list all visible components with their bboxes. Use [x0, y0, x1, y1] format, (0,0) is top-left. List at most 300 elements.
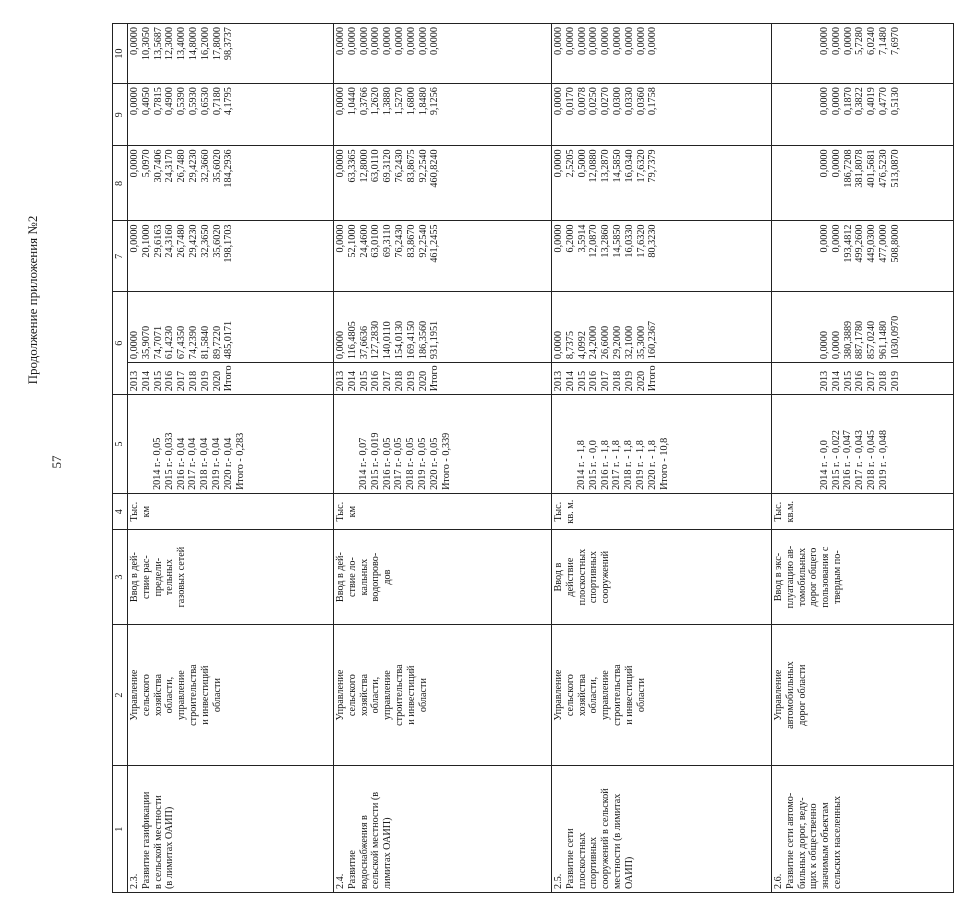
- targets-line: 2019 г.- 0,04: [210, 437, 222, 490]
- funding-total-line: 116,4805: [346, 321, 358, 360]
- executor-line: дорог области: [796, 664, 808, 726]
- years-line: 2014: [140, 370, 152, 392]
- funding-federal-line: 14,5850: [611, 224, 623, 258]
- indicator-line: газовых сетей: [176, 546, 188, 608]
- funding-regional-line: 2,5205: [564, 149, 576, 178]
- funding-other-line: 0,0000: [623, 27, 635, 56]
- targets-line: 2015 г. - 0,022: [830, 430, 842, 490]
- unit-line: км: [346, 505, 358, 518]
- program-name-cell: [772, 766, 954, 893]
- funding-federal-line: 17,6320: [635, 224, 647, 258]
- funding-other-cell: [128, 24, 334, 84]
- targets-line: 2018 г.- 0,04: [199, 437, 211, 490]
- funding-regional-cell: [552, 146, 772, 221]
- funding-federal-line: 24,3160: [164, 224, 176, 258]
- unit-line: кв.м.: [784, 501, 796, 523]
- indicator-line: водопрово-: [370, 552, 382, 602]
- indicator-line: ствие ло-: [346, 557, 358, 598]
- funding-local-line: 0,5130: [889, 87, 901, 116]
- funding-regional-line: 381,8078: [854, 149, 866, 188]
- funding-local-line: 0,1870: [842, 87, 854, 116]
- funding-federal-line: 63,0100: [370, 224, 382, 258]
- years-line: 2014: [830, 370, 842, 392]
- executor-line: управление: [382, 670, 394, 721]
- executor-line: сельского: [346, 674, 358, 717]
- funding-other-line: 0,0000: [370, 27, 382, 56]
- indicator-line: дорог общего: [808, 547, 820, 607]
- program-name-cell: [552, 766, 772, 893]
- targets-line: 2015 г.- 0,019: [369, 432, 381, 490]
- funding-regional-line: 32,3660: [199, 149, 211, 183]
- funding-regional-line: 186,7208: [842, 149, 854, 188]
- unit-line: Тыс.: [773, 501, 784, 522]
- funding-regional-line: 0,0000: [553, 149, 564, 178]
- funding-federal-line: 6,2000: [564, 224, 576, 253]
- funding-total-line: 81,5840: [199, 325, 211, 360]
- funding-federal-line: 198,1703: [223, 224, 235, 263]
- years-cell: [334, 363, 552, 395]
- funding-local-line: 0,0078: [576, 87, 588, 116]
- years-line: 2019: [889, 370, 901, 392]
- table-row: [334, 24, 552, 893]
- targets-line: 2018 г. - 1,8: [623, 440, 635, 490]
- years-line: 2017: [382, 370, 394, 392]
- targets-cell: [334, 395, 552, 494]
- targets-line: 2018 г. - 0,045: [865, 430, 877, 490]
- unit-line: кв. м.: [564, 499, 576, 524]
- program-name-line: щих к общественно: [808, 803, 820, 889]
- funding-total-line: 0,0000: [830, 331, 842, 360]
- funding-total-cell: [552, 292, 772, 363]
- program-name-line: бильных дорог, веду-: [796, 797, 808, 889]
- unit-line: Тыс.: [129, 501, 140, 522]
- funding-local-line: 0,4900: [164, 87, 176, 116]
- funding-other-line: 0,0000: [564, 27, 576, 56]
- years-line: 2016: [370, 370, 382, 392]
- targets-line: [807, 398, 819, 490]
- funding-federal-line: 24,4600: [358, 224, 370, 258]
- page-number: 57: [49, 455, 64, 469]
- funding-other-cell: [552, 24, 772, 84]
- funding-other-line: 0,0000: [429, 27, 441, 56]
- executor-cell: [552, 624, 772, 766]
- funding-local-line: 0,0300: [611, 87, 623, 116]
- funding-regional-line: 0,0000: [830, 149, 842, 178]
- executor-line: автомобильных: [784, 661, 796, 729]
- funding-federal-cell: [772, 221, 954, 292]
- funding-total-line: 74,7071: [152, 325, 164, 360]
- funding-regional-line: 12,8000: [358, 149, 370, 183]
- years-line: 2016: [164, 370, 176, 392]
- funding-other-line: 5,7280: [854, 27, 866, 56]
- funding-local-line: 1,8480: [417, 87, 429, 116]
- item-number: 2.6.: [773, 873, 784, 889]
- funding-regional-line: 24,3170: [164, 149, 176, 183]
- funding-other-line: 0,0000: [382, 27, 394, 56]
- funding-local-line: 0,0000: [553, 87, 564, 116]
- appendix-table: [112, 23, 901, 893]
- unit-cell: [772, 493, 954, 529]
- indicator-line: кальных: [358, 558, 370, 596]
- funding-total-line: 24,2000: [588, 325, 600, 360]
- indicator-line: Ввод в дей-: [129, 552, 140, 603]
- years-line: Итого: [429, 365, 441, 392]
- years-line: 2014: [564, 370, 576, 392]
- executor-line: Управление: [553, 669, 564, 721]
- funding-total-line: 37,6636: [358, 325, 370, 360]
- funding-local-line: 0,3822: [854, 87, 866, 116]
- funding-federal-line: 499,2600: [854, 224, 866, 263]
- unit-line: Тыс.: [335, 501, 346, 522]
- years-line: 2013: [819, 370, 830, 392]
- program-name-line: Развитие сети: [564, 828, 576, 889]
- funding-total-line: 61,4230: [164, 325, 176, 360]
- targets-line: Итого - 0,339: [440, 432, 452, 490]
- funding-other-line: 10,3050: [140, 27, 152, 61]
- targets-line: 2016 г. - 1,8: [599, 440, 611, 490]
- program-name-line: спортивных: [588, 836, 600, 889]
- years-line: 2013: [335, 370, 346, 392]
- funding-regional-line: 29,4230: [187, 149, 199, 183]
- program-name-line: сельских населенных: [831, 795, 843, 889]
- funding-other-line: 16,2000: [199, 27, 211, 61]
- executor-line: хозяйства: [576, 674, 588, 717]
- funding-other-line: 0,0000: [819, 27, 830, 56]
- funding-other-line: 14,8000: [187, 27, 199, 61]
- program-table: [112, 23, 954, 893]
- targets-line: 2017 г. - 0,043: [854, 430, 866, 490]
- funding-federal-line: 69,3110: [382, 224, 394, 258]
- indicator-cell: [334, 530, 552, 624]
- funding-federal-cell: [128, 221, 334, 292]
- funding-federal-line: 0,0000: [335, 224, 346, 253]
- funding-federal-line: 35,6020: [211, 224, 223, 258]
- funding-regional-line: 17,6320: [635, 149, 647, 183]
- header-cell: 10: [113, 24, 128, 84]
- funding-total-line: 89,7220: [211, 325, 223, 360]
- funding-regional-line: 0,0000: [335, 149, 346, 178]
- item-number: 2.4.: [335, 873, 346, 889]
- funding-regional-line: 5,0970: [140, 149, 152, 178]
- executor-line: строительства: [393, 664, 405, 726]
- unit-cell: [552, 493, 772, 529]
- years-line: 2018: [393, 370, 405, 392]
- indicator-line: действие: [564, 557, 576, 597]
- funding-total-line: 154,0130: [393, 320, 405, 360]
- executor-line: области,: [370, 676, 382, 714]
- targets-line: 2015 г. - 0,0: [587, 440, 599, 490]
- executor-line: и инвестиций: [199, 665, 211, 725]
- funding-other-line: 7,1480: [877, 27, 889, 56]
- years-cell: [772, 363, 954, 395]
- years-cell: [128, 363, 334, 395]
- years-line: 2015: [358, 370, 370, 392]
- indicator-cell: [128, 530, 334, 624]
- indicator-line: тельных: [164, 559, 176, 596]
- header-cell: 1: [113, 766, 128, 893]
- indicator-line: Ввод в дей-: [335, 552, 346, 603]
- executor-line: и инвестиций: [405, 665, 417, 725]
- targets-line: 2014 г.- 0,05: [152, 437, 163, 490]
- funding-regional-line: 14,5850: [611, 149, 623, 183]
- years-line: 2018: [611, 370, 623, 392]
- targets-line: 2019 г. - 0,048: [877, 430, 889, 490]
- years-line: Итого: [647, 365, 659, 392]
- program-name-line: в сельской местности: [152, 795, 164, 889]
- executor-line: области: [635, 678, 647, 713]
- funding-total-cell: [128, 292, 334, 363]
- funding-federal-line: 32,3650: [199, 224, 211, 258]
- indicator-line: томобильных: [796, 547, 808, 607]
- funding-total-line: 74,2390: [187, 325, 199, 360]
- funding-other-line: 0,0000: [405, 27, 417, 56]
- executor-line: хозяйства: [358, 674, 370, 717]
- funding-other-line: 12,3000: [164, 27, 176, 61]
- funding-other-line: 13,4000: [176, 27, 188, 61]
- funding-regional-line: 26,7480: [176, 149, 188, 183]
- targets-cell: [552, 395, 772, 494]
- years-line: 2019: [199, 370, 211, 392]
- funding-local-line: 9,1256: [429, 87, 441, 116]
- funding-local-line: 1,2620: [370, 87, 382, 116]
- indicator-line: Ввод в экс-: [773, 552, 784, 602]
- funding-regional-line: 12,0880: [588, 149, 600, 183]
- indicator-cell: [552, 530, 772, 624]
- continuation-title: Продолжение приложения №2: [25, 215, 40, 385]
- funding-total-line: 485,0171: [223, 320, 235, 360]
- funding-other-cell: [772, 24, 954, 84]
- funding-local-line: 0,4770: [877, 87, 889, 116]
- funding-local-line: 0,5930: [187, 87, 199, 116]
- funding-local-line: 0,5390: [176, 87, 188, 116]
- program-name-line: лимитах ОАИП): [382, 817, 394, 889]
- funding-federal-cell: [334, 221, 552, 292]
- program-name-cell: [128, 766, 334, 893]
- funding-local-line: 0,0000: [129, 87, 140, 116]
- years-line: 2020: [417, 370, 429, 392]
- funding-local-line: 0,1758: [647, 87, 659, 116]
- years-line: 2013: [553, 370, 564, 392]
- funding-federal-cell: [552, 221, 772, 292]
- program-name-line: ОАИП): [623, 856, 635, 889]
- funding-local-line: 0,0250: [588, 87, 600, 116]
- funding-local-line: 0,0000: [819, 87, 830, 116]
- targets-cell: [772, 395, 954, 494]
- funding-other-line: 0,0000: [635, 27, 647, 56]
- years-line: 2019: [623, 370, 635, 392]
- years-line: 2016: [854, 370, 866, 392]
- program-name-line: (в лимитах ОАИП): [164, 806, 176, 889]
- header-cell: 9: [113, 84, 128, 146]
- executor-line: области,: [588, 676, 600, 714]
- funding-other-line: 0,0000: [588, 27, 600, 56]
- years-line: 2020: [211, 370, 223, 392]
- funding-regional-line: 83,8675: [405, 149, 417, 183]
- funding-federal-line: 26,7480: [176, 224, 188, 258]
- funding-federal-line: 449,0300: [866, 224, 878, 263]
- targets-line: 2016 г.- 0,04: [175, 437, 187, 490]
- years-line: 2015: [842, 370, 854, 392]
- funding-local-line: 0,7180: [211, 87, 223, 116]
- funding-other-line: 0,0000: [842, 27, 854, 56]
- funding-local-cell: [772, 84, 954, 146]
- funding-other-line: 6,0240: [866, 27, 878, 56]
- funding-total-line: 0,0000: [335, 331, 346, 360]
- funding-regional-line: 0,5000: [576, 149, 588, 178]
- funding-total-line: 887,1780: [854, 320, 866, 360]
- targets-line: 2016 г.- 0,05: [381, 437, 393, 490]
- years-line: 2013: [129, 370, 140, 392]
- executor-cell: [334, 624, 552, 766]
- funding-other-line: 17,8000: [211, 27, 223, 61]
- executor-line: области: [211, 678, 223, 713]
- funding-local-line: 0,0330: [623, 87, 635, 116]
- funding-other-line: 98,3737: [223, 27, 235, 61]
- executor-line: строительства: [611, 664, 623, 726]
- funding-total-line: 140,0110: [382, 321, 394, 360]
- indicator-line: дов: [382, 569, 394, 585]
- funding-local-line: 0,0000: [830, 87, 842, 116]
- targets-line: 2014 г. - 0,0: [818, 440, 830, 490]
- funding-federal-line: 461,2455: [429, 224, 441, 263]
- targets-line: 2020 г.- 0,05: [428, 437, 440, 490]
- funding-regional-line: 184,2936: [223, 149, 235, 188]
- funding-regional-line: 0,0000: [819, 149, 830, 178]
- funding-total-line: 26,6000: [600, 325, 612, 360]
- funding-federal-line: 508,8000: [889, 224, 901, 263]
- unit-cell: [128, 493, 334, 529]
- funding-local-line: 0,0270: [600, 87, 612, 116]
- funding-total-line: 4,0992: [576, 331, 588, 360]
- funding-regional-line: 16,0340: [623, 149, 635, 183]
- funding-regional-line: 13,2870: [600, 149, 612, 183]
- years-cell: [552, 363, 772, 395]
- years-line: Итого: [223, 365, 235, 392]
- funding-local-line: 0,0360: [635, 87, 647, 116]
- targets-line: 2017 г. - 1,8: [611, 440, 623, 490]
- indicator-line: ствие рас-: [140, 555, 152, 600]
- executor-cell: [128, 624, 334, 766]
- funding-other-line: 0,0000: [611, 27, 623, 56]
- unit-line: Тыс.: [553, 501, 564, 522]
- funding-total-line: 0,0000: [819, 331, 830, 360]
- funding-federal-line: 20,1000: [140, 224, 152, 258]
- funding-total-line: 0,0000: [553, 331, 564, 360]
- years-line: 2015: [576, 370, 588, 392]
- funding-local-cell: [334, 84, 552, 146]
- funding-regional-line: 63,0110: [370, 149, 382, 183]
- funding-local-line: 0,4050: [140, 87, 152, 116]
- funding-total-line: 961,1480: [877, 320, 889, 360]
- funding-other-line: 0,0000: [358, 27, 370, 56]
- targets-line: Итого - 10,8: [658, 437, 670, 490]
- funding-federal-line: 29,4230: [187, 224, 199, 258]
- program-name-line: водоснабжения в: [358, 815, 370, 889]
- funding-local-line: 0,6530: [199, 87, 211, 116]
- funding-federal-line: 80,3230: [647, 224, 659, 258]
- executor-line: управление: [600, 670, 612, 721]
- executor-line: хозяйства: [152, 674, 164, 717]
- program-name-line: значимым объектам: [820, 802, 832, 889]
- funding-local-line: 0,7815: [152, 87, 164, 116]
- targets-line: 2019 г.- 0,05: [416, 437, 428, 490]
- funding-other-line: 13,5687: [152, 27, 164, 61]
- targets-line: 2017 г.- 0,04: [187, 437, 199, 490]
- funding-local-line: 0,0000: [335, 87, 346, 116]
- funding-regional-cell: [772, 146, 954, 221]
- funding-federal-line: 477,0000: [877, 224, 889, 263]
- header-cell: 2: [113, 624, 128, 766]
- funding-local-line: 1,3880: [382, 87, 394, 116]
- targets-line: 2016 г. - 0,047: [842, 430, 854, 490]
- executor-line: Управление: [773, 669, 784, 721]
- funding-other-line: 0,0000: [600, 27, 612, 56]
- funding-regional-line: 69,3120: [382, 149, 394, 183]
- funding-local-cell: [552, 84, 772, 146]
- funding-other-line: 0,0000: [647, 27, 659, 56]
- executor-line: управление: [176, 670, 188, 721]
- targets-line: 2020 г.- 0,04: [222, 437, 234, 490]
- years-line: 2015: [152, 370, 164, 392]
- funding-total-line: 127,2830: [370, 320, 382, 360]
- funding-regional-cell: [128, 146, 334, 221]
- funding-local-line: 4,1795: [223, 87, 235, 116]
- header-cell: 4: [113, 493, 128, 529]
- funding-other-line: 0,0000: [576, 27, 588, 56]
- funding-federal-line: 0,0000: [819, 224, 830, 253]
- funding-regional-line: 513,0870: [889, 149, 901, 188]
- program-name-line: сельской местности (в: [370, 791, 382, 889]
- indicator-line: Ввод в: [553, 562, 564, 592]
- header-cell: 8: [113, 146, 128, 221]
- funding-regional-line: 460,8240: [429, 149, 441, 188]
- funding-regional-line: 30,7406: [152, 149, 164, 183]
- funding-federal-line: 3,5914: [576, 224, 588, 253]
- funding-federal-line: 92,2540: [417, 224, 429, 258]
- indicator-line: плоскостных: [576, 548, 588, 606]
- funding-other-line: 0,0000: [346, 27, 358, 56]
- funding-total-line: 35,3000: [635, 325, 647, 360]
- funding-total-line: 1030,0970: [889, 315, 901, 360]
- funding-federal-line: 193,4812: [842, 224, 854, 263]
- years-line: 2019: [405, 370, 417, 392]
- targets-line: 2020 г. - 1,8: [646, 440, 658, 490]
- indicator-line: плуатацию ав-: [784, 545, 796, 609]
- funding-total-line: 380,3889: [842, 320, 854, 360]
- program-name-cell: [334, 766, 552, 893]
- targets-line: 2015 г.- 0,033: [163, 432, 175, 490]
- indicator-line: твердым по-: [831, 550, 843, 604]
- table-row: [128, 24, 334, 893]
- years-line: 2017: [866, 370, 878, 392]
- funding-regional-line: 79,7379: [647, 149, 659, 183]
- header-cell: 5: [113, 395, 128, 494]
- unit-line: км: [140, 505, 152, 518]
- funding-regional-line: 401,5681: [866, 149, 878, 188]
- targets-line: 2018 г.- 0,05: [405, 437, 417, 490]
- funding-federal-line: 29,6163: [152, 224, 164, 258]
- indicator-line: сооружений: [600, 550, 612, 604]
- years-line: 2014: [346, 370, 358, 392]
- program-name-line: Развитие сети автомо-: [784, 792, 796, 889]
- program-name-line: Развитие газификации: [140, 791, 152, 889]
- funding-total-line: 160,2367: [647, 320, 659, 360]
- executor-line: и инвестиций: [623, 665, 635, 725]
- years-line: 2018: [187, 370, 199, 392]
- funding-federal-line: 0,0000: [129, 224, 140, 253]
- funding-federal-line: 52,1000: [346, 224, 358, 258]
- years-line: 2020: [635, 370, 647, 392]
